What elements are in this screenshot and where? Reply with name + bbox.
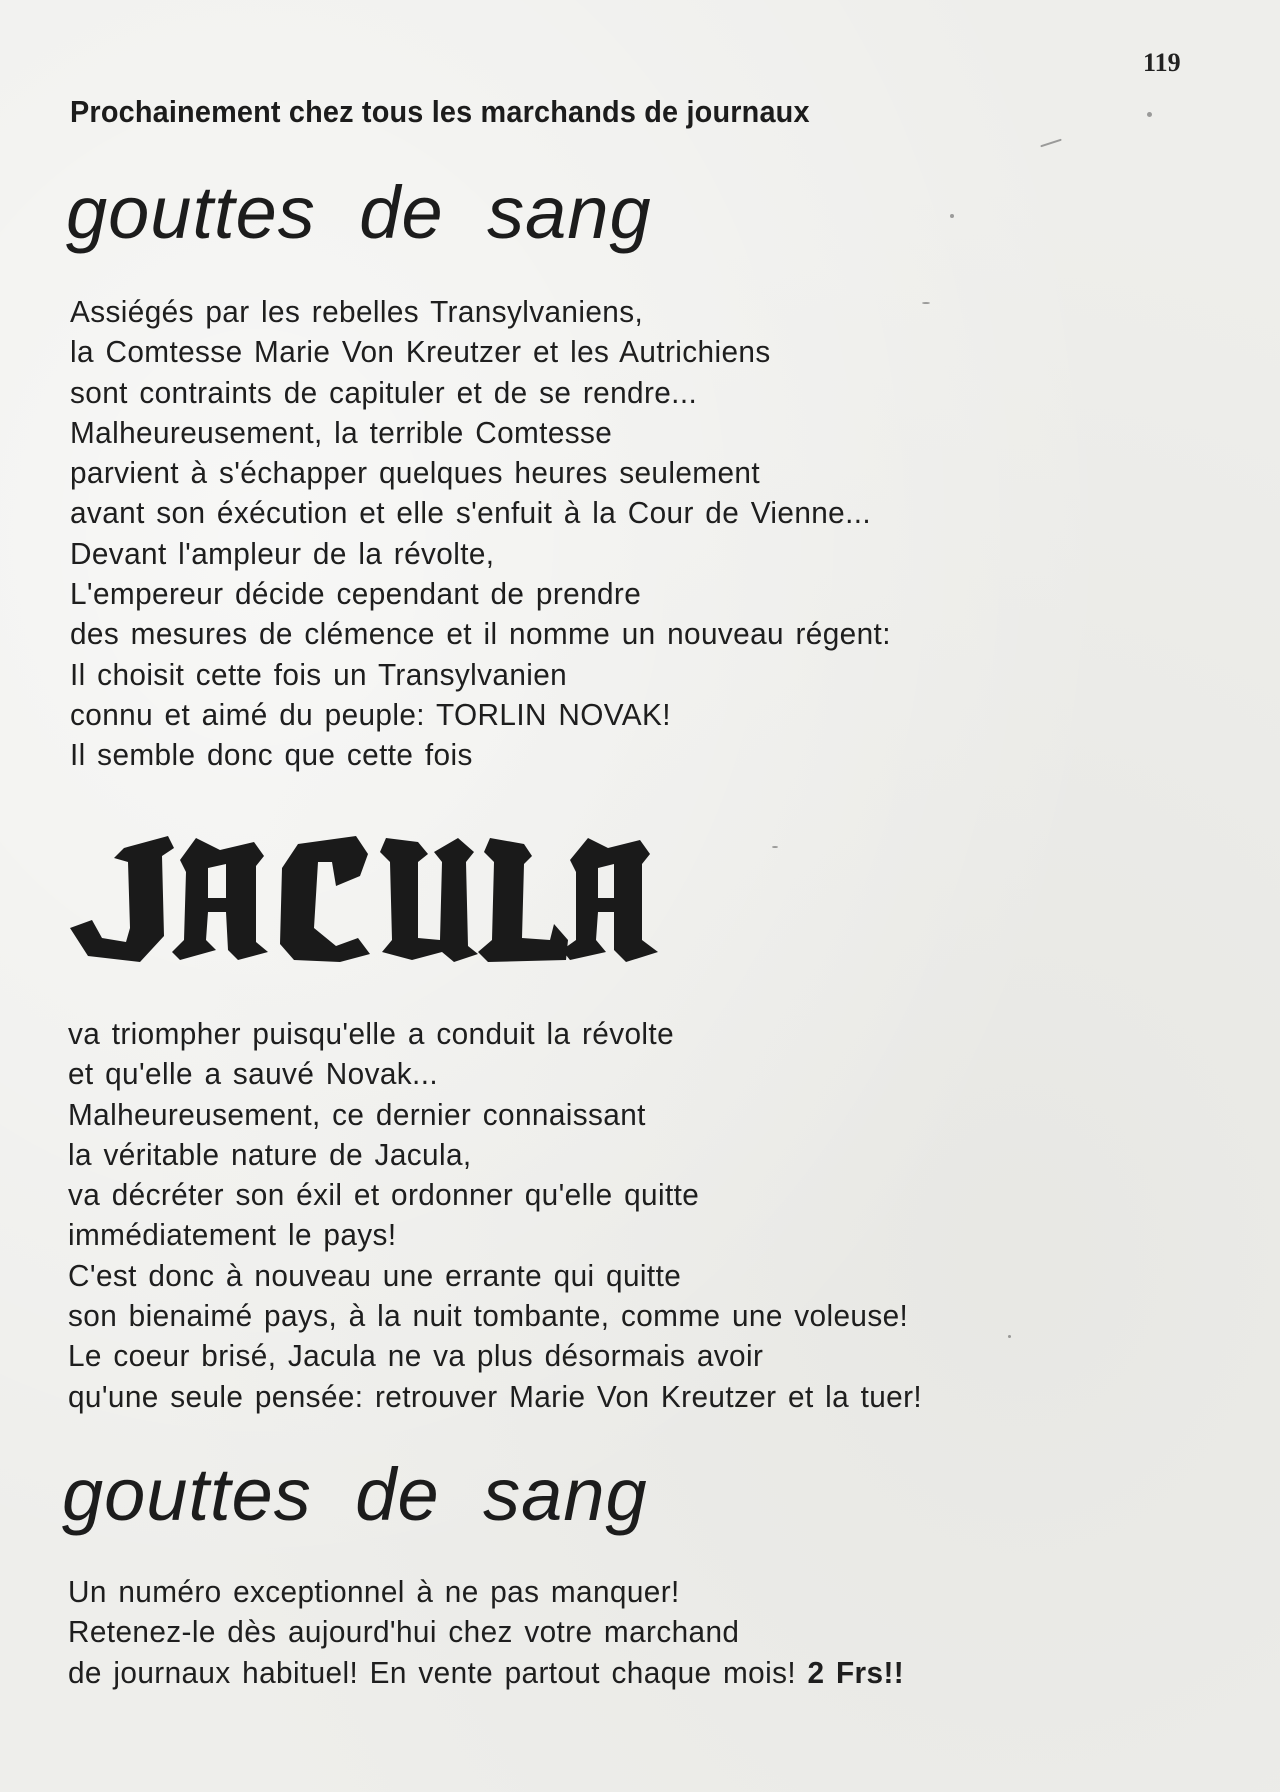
synopsis-line: Malheureusement, ce dernier connaissant bbox=[68, 1096, 646, 1132]
logo-letter-j bbox=[70, 836, 174, 962]
logo-letter-a bbox=[172, 838, 268, 960]
synopsis-line: immédiatement le pays! bbox=[68, 1217, 397, 1253]
synopsis-part-2 bbox=[68, 1014, 922, 1417]
footer-last-line-text: de journaux habituel! En vente partout chaque mois! bbox=[68, 1654, 796, 1690]
synopsis-line: qu'une seule pensée: retrouver Marie Von Kreutzer et la tuer! bbox=[68, 1378, 923, 1414]
logo-letter-l bbox=[478, 838, 568, 962]
synopsis-line: la véritable nature de Jacula, bbox=[68, 1136, 472, 1172]
synopsis-line: va décréter son éxil et ordonner qu'elle quitte bbox=[68, 1177, 700, 1213]
synopsis-line: sont contraints de capituler et de se rendre... bbox=[70, 374, 698, 410]
synopsis-line: et qu'elle a sauvé Novak... bbox=[68, 1056, 439, 1092]
synopsis-line: Malheureusement, la terrible Comtesse bbox=[70, 414, 613, 450]
footer-line bbox=[68, 1653, 904, 1693]
price-label: 2 Frs!! bbox=[807, 1654, 905, 1690]
page-number: 119 bbox=[1143, 48, 1181, 77]
print-speck bbox=[1008, 1335, 1011, 1338]
synopsis-line: Assiégés par les rebelles Transylvaniens, bbox=[70, 294, 644, 329]
footer-callout bbox=[68, 1572, 904, 1693]
logo-letter-a-2 bbox=[562, 838, 658, 962]
synopsis-line: avant son éxécution et elle s'enfuit à la Cour de Vienne... bbox=[70, 495, 872, 531]
synopsis-line: la Comtesse Marie Von Kreutzer et les Autrichiens bbox=[70, 334, 771, 370]
logo-letter-u bbox=[380, 838, 478, 962]
synopsis-part-1 bbox=[70, 292, 891, 776]
synopsis-line: des mesures de clémence et il nomme un nouveau régent: bbox=[70, 616, 891, 652]
synopsis-line: Devant l'ampleur de la révolte, bbox=[70, 535, 495, 571]
synopsis-line: Il choisit cette fois un Transylvanien bbox=[70, 656, 568, 692]
print-speck bbox=[922, 302, 930, 304]
synopsis-line: son bienaimé pays, à la nuit tombante, comme une voleuse! bbox=[68, 1298, 909, 1334]
synopsis-line: Il semble donc que cette fois bbox=[70, 737, 473, 773]
announcement-kicker: Prochainement chez tous les marchands de journaux bbox=[70, 94, 810, 129]
print-speck bbox=[950, 214, 954, 218]
synopsis-line: Le coeur brisé, Jacula ne va plus désormais avoir bbox=[68, 1338, 764, 1374]
print-speck bbox=[772, 846, 778, 848]
blackletter-logo-graphic bbox=[68, 828, 668, 968]
synopsis-line: C'est donc à nouveau une errante qui quitte bbox=[68, 1257, 682, 1293]
logo-letter-c bbox=[280, 836, 370, 962]
synopsis-line: va triompher puisqu'elle a conduit la révolte bbox=[68, 1016, 675, 1051]
synopsis-line: connu et aimé du peuple: TORLIN NOVAK! bbox=[70, 696, 671, 732]
print-speck bbox=[1147, 112, 1152, 117]
synopsis-line: parvient à s'échapper quelques heures seulement bbox=[70, 455, 760, 491]
footer-line: Retenez-le dès aujourd'hui chez votre marchand bbox=[68, 1614, 740, 1650]
issue-title: gouttes de sang bbox=[66, 171, 652, 254]
synopsis-line: L'empereur décide cependant de prendre bbox=[70, 576, 642, 612]
jacula-logo bbox=[68, 828, 668, 968]
footer-title: gouttes de sang bbox=[62, 1453, 648, 1536]
footer-line: Un numéro exceptionnel à ne pas manquer! bbox=[68, 1574, 680, 1609]
